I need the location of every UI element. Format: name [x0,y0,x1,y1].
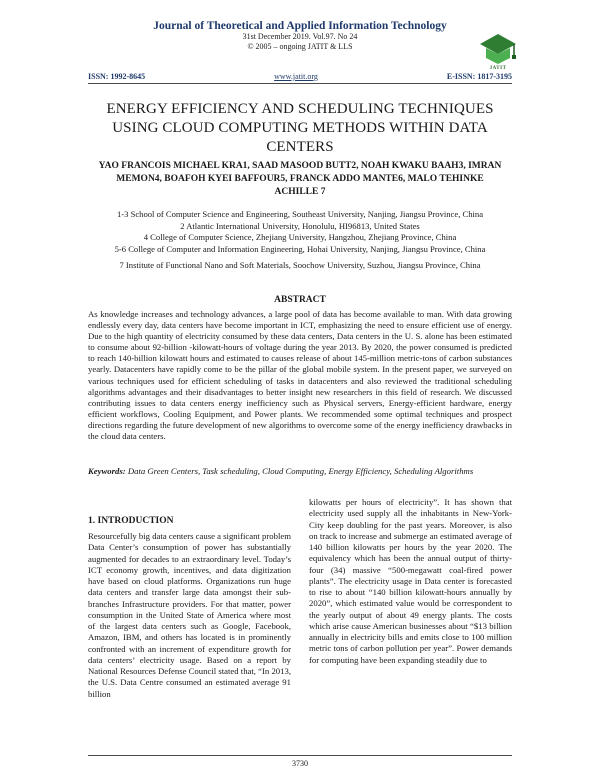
journal-header [88,20,512,52]
affiliation: 2 Atlantic International University, Honolulu, HI96813, United States [180,220,420,231]
journal-name: Journal of Theoretical and Applied Information Technology [153,20,447,32]
footer-rule [88,755,512,756]
affiliations [88,209,512,272]
introduction-right-column: kilowatts per hours of electricity”. It has shown that electricity used supply all the inhabitants in New-York-City keep doubling for the past years. Moreover, is also on track to increase and submerge an estimated average of 140 billion kilowatts per hours by the year 2020. The equivalency which has been the annual output of thirty-four (34) massive “500-megawatt coal-fired power plants”. The electricity usage in Data center is forecasted to rise to about “140 billion kilowatt-hours annually by 2020”, which estimated value would be correspondent to the yearly output of about 49 energy plants. The costs which arise cause American businesses about “$13 billion annually in electricity bills and emits close to 100 million metric tons of carbon pollution per year”. Power demands for computing have been expanding steadily due to [309,497,512,665]
eissn: E-ISSN: 1817-3195 [446,72,512,81]
introduction-heading: 1. INTRODUCTION [88,516,174,526]
abstract-heading: ABSTRACT [274,295,326,305]
website-link[interactable]: www.jatit.org [274,72,318,81]
affiliation: 4 College of Computer Science, Zhejiang University, Hangzhou, Zhejiang Province, China [143,232,457,242]
affiliation: 7 Institute of Functional Nano and Soft Materials, Soochow University, Suzhou, Jiangsu Province, China [119,260,481,270]
issn: ISSN: 1992-8645 [88,72,146,81]
authors [88,160,512,199]
authors-line-3: ACHILLE 7 [274,187,326,197]
issue-info: 31st December 2019. Vol.97. No 24 [242,32,358,41]
keywords-list: Data Green Centers, Task scheduling, Cloud Computing, Energy Efficiency, Scheduling Algorithms [127,466,474,476]
keywords [88,466,512,477]
abstract-text: As knowledge increases and technology advances, a large pool of data has become available to man. With data growing endlessly every day, data centers have become important in ICT, emphasizing the need to ensure efficient use of energy. Due to the high quantity of electricity consumed by these data centers, Data centers in the U. S. alone has been estimated to consume about 92-billion -kilowatt-hours of voltage during the year 2013. By 2020, the power consumed is predicted to reach 140-billion kilowatt hours and estimated to causes release of about 145-million metric-tons of carbon substances yearly. Datacenters have rapidly come to be the pillar of the global mobile system. In the present paper, we surveyed on various techniques used for efficient scheduling of tasks in datacenters and also reviewed the traditional scheduling algorithms advantages and their disadvantages to better insight new researchers in this field of research. We discussed contributing issues to data centers energy inefficiency such as Physical servers, Energy-efficient hardware, energy efficient workflows, Cooling Equipment, and Power plants. We recommended some optimal techniques and prospect directions regarding the future development of new algorithms to overcome some of the energy inefficiency drawbacks in the cloud data centers. [88,309,512,442]
authors-line-2: MEMON4, BOAFOH KYEI BAFFOUR5, FRANCK ADDO MANTE6, MALO TEHINKE [116,174,484,184]
affiliation: 1-3 School of Computer Science and Engineering, Southeast University, Nanjing, Jiangsu Province, China [116,209,484,219]
introduction-left-column: Resourcefully big data centers cause a significant problem Data Center’s consumption of power has substantially augmented for decades to an extraordinary level. Today’s ICT economy growth, incentives, and data digitization have based on cloud platforms. Organizations run huge data centers and transfer large data amongst their sub-branches Infrastructure providers. For that matter, power consumption in the United State of America where most of the largest data centers such as Google, Facebook, Amazon, IBM, and others has located is in prominently confronted with an increment of expenditure growth for data centers’ electricity usage. Based on a report by National Resources Defense Council stated that, “In 2013, the U.S. Data Centre consumed an estimated average 91 billion [88,531,291,699]
jatit-logo-icon [478,32,518,68]
copyright: © 2005 – ongoing JATIT & LLS [247,42,353,51]
header-rule [88,83,512,84]
logo-caption: JATIT [489,66,507,71]
page-number: 3730 [292,759,308,768]
paper-title: ENERGY EFFICIENCY AND SCHEDULING TECHNIQUES USING CLOUD COMPUTING METHODS WITHIN DATA CENTERS [106,101,494,155]
keywords-label: Keywords: [88,466,126,476]
issn-row [88,72,512,81]
affiliation: 5-6 College of Computer and Information Engineering, Hohai University, Nanjing, Jiangsu Province, China [114,243,486,254]
authors-line-1: YAO FRANCOIS MICHAEL KRA1, SAAD MASOOD BUTT2, NOAH KWAKU BAAH3, IMRAN [98,161,502,171]
